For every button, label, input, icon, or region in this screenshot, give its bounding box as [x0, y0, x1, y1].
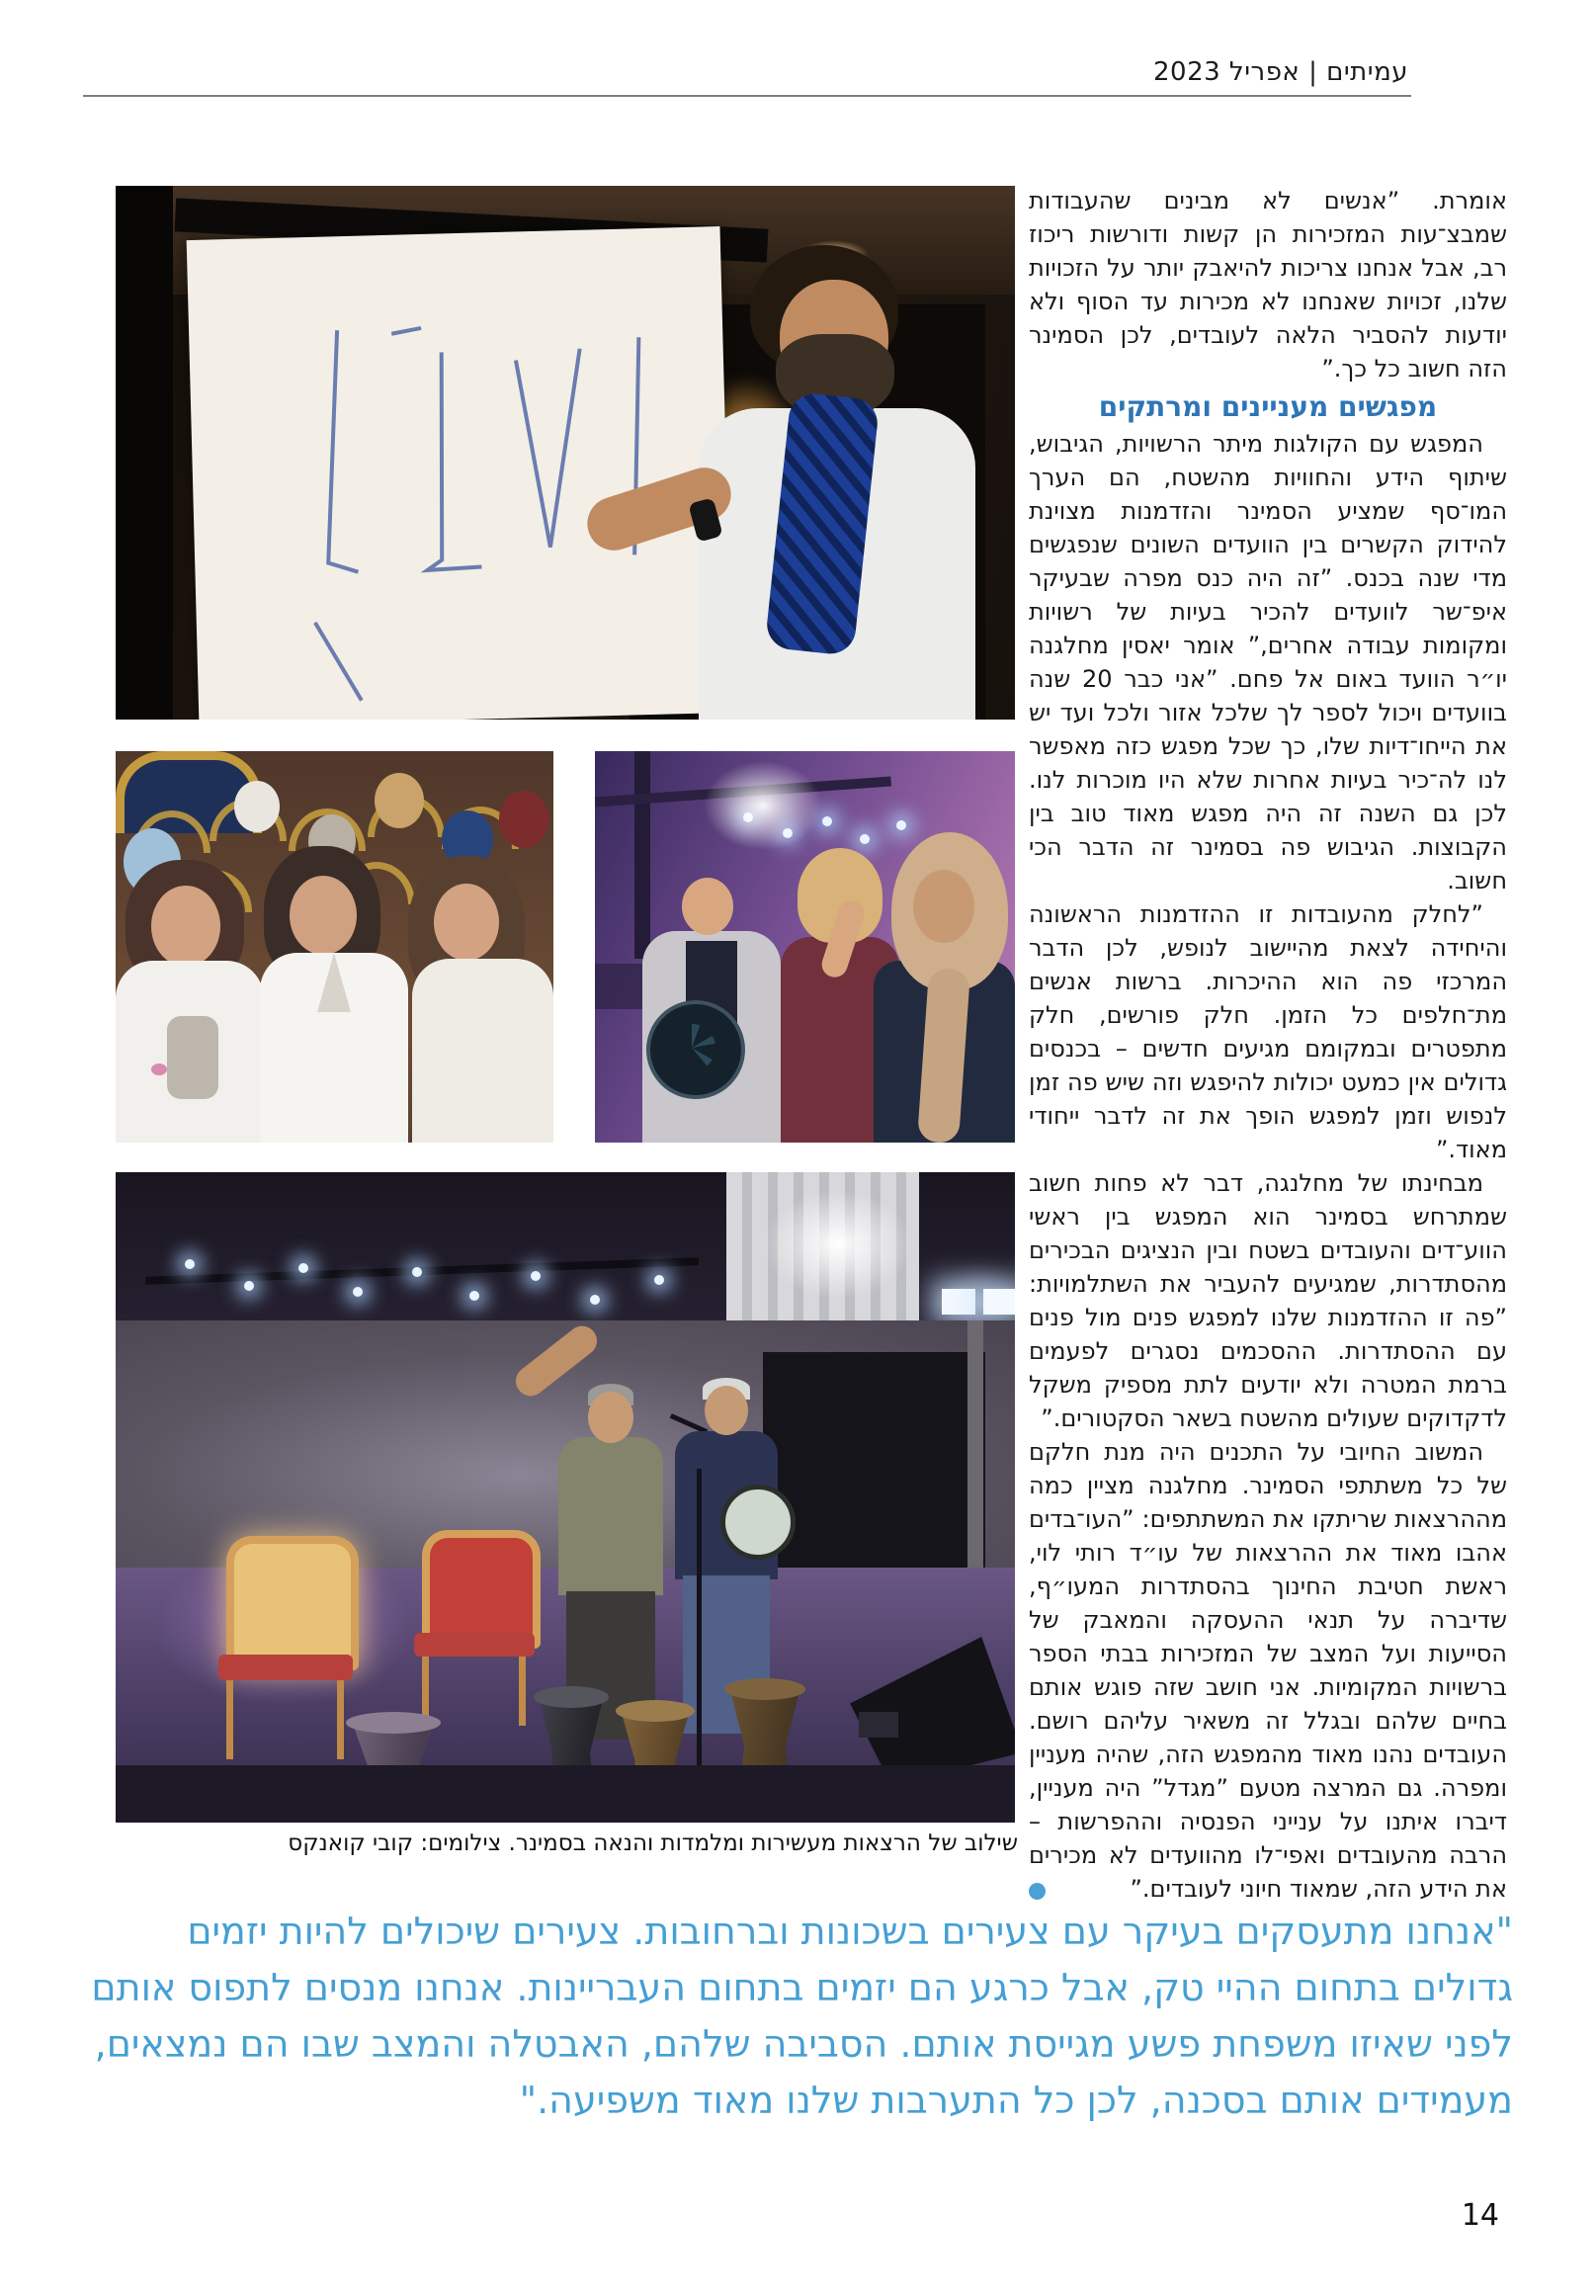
article-paragraph — [1029, 1435, 1507, 1906]
photo-caption: שילוב של הרצאות מעשירות ומלמדות והנאה בסמינר. צילומים: קובי קואנקס — [288, 1830, 1018, 1856]
singer-head — [588, 1392, 633, 1443]
spotlight — [469, 1291, 479, 1301]
chair-leg — [226, 1680, 233, 1759]
hijab-woman-face — [913, 870, 974, 943]
article-paragraph: ”לחלק מהעובדות זו ההזדמנות הראשונה והיחידה לצאת מהיישוב לנופש, לכן הדבר המרכזי פה הוא ההיכרות. ברשות אנשים מת־חלפים כל הזמן. חלק פורשים, חלק מתפטרים ובמקומם מגיעים חדשים – בכנסים גדולים אין כמעט יכולות להיפגש וזה שיש פה זמן לנפוש וזמן למפגש הופך את זה לדבר ייחודי מאוד.” — [1029, 900, 1507, 1163]
woman3-face — [434, 884, 499, 961]
spotlight — [244, 1281, 254, 1291]
frame-drum-pattern — [668, 1024, 715, 1071]
chair-seat — [218, 1655, 353, 1680]
photo-stage-darbukas — [116, 1172, 1015, 1823]
audience-hijab-dark-red — [499, 791, 548, 848]
light-burst — [704, 761, 822, 850]
article-paragraph-text: המשוב החיובי על התכנים היה מנת חלקם של כל משתתפי הסמינר. מחלגנה מציין כמה מההרצאות שריתקו את המשתתפים: ”העו־בדים אהבו מאוד את ההרצאות של עו״ד רותי לוי, ראשת חטיבת החינוך בהסתדרות המעו״ף, שדיברה על תנאי ההעסקה והמאבק של הסייעות ועל המצב של המזכירות בבתי הספר ברשויות המקומיות. אני חושב שזה פוגש אותם בחיים שלהם ובגלל זה משאיר עליהם רושם. העובדים נהנו מאוד מהמפגש הזה, שהיה מעניין ומפרה. גם המרצה מטעם ”מגדל” היה מעניין, דיברו איתנו על ענייני הפנסיה וההפרשות – הרבה מהעובדים ואפי־לו מהוועדים לא מכירים את הידע הזה, שמאוד חיוני לעובדים.” — [1029, 1438, 1507, 1903]
blinder-light — [983, 1289, 1015, 1315]
spotlight — [412, 1267, 422, 1277]
article-paragraph: אומרת. ”אנשים לא מבינים שהעבודות שמבצ־עות המזכירות הן קשות ודורשות ריכוז רב, אבל אנחנו צריכות להיאבק יותר על הזכויות שלנו, זכויות שאנחנו לא מכירות עד הסוף ולא יודעות להסביר הלאה לעובדים, לכן הסמינר הזה חשוב כל כך.” — [1029, 187, 1507, 383]
spotlight — [531, 1271, 541, 1281]
flipchart-paper — [187, 226, 733, 720]
banquet-chair-red — [422, 1530, 541, 1649]
butterfly-print — [151, 1063, 167, 1075]
woman3-shirt — [412, 959, 553, 1143]
masthead: עמיתים | אפריל 2023 — [1152, 57, 1408, 87]
hand-drum — [720, 1485, 796, 1560]
stage-truss — [634, 751, 650, 959]
spotlight — [298, 1263, 308, 1273]
drummer-head — [705, 1386, 748, 1435]
woman2-face — [290, 876, 357, 955]
chair-leg — [519, 1657, 526, 1726]
spotlight — [896, 820, 906, 830]
light-burst — [764, 1190, 912, 1299]
end-of-article-dot — [1029, 1883, 1046, 1900]
page-number: 14 — [1461, 2198, 1499, 2233]
header-rule — [83, 95, 1411, 97]
spotlight — [654, 1275, 664, 1285]
audience-hijab-white — [234, 781, 280, 832]
audience-hijab-tan — [375, 773, 424, 828]
singer-shirt — [558, 1437, 663, 1595]
stage-pole — [967, 1320, 983, 1577]
photo-speaker-flipchart — [116, 186, 1015, 720]
tshirt-graphic — [167, 1016, 218, 1099]
spotlight — [822, 816, 832, 826]
spotlight — [590, 1295, 600, 1305]
article-paragraph: מבחינתו של מחלנגה, דבר לא פחות חשוב שמתרחש בסמינר הוא המפגש בין ראשי הווע־דים והעובדים בשטח ובין הנציגים הבכירים מהסתדרות, שמגיעים להעביר את השתלמויות: ”פה זו ההזדמנות שלנו למפגש פנים מול פנים עם ההסתדרות. ההסכמים נסגרים לפעמים ברמת המטרה ולא יודעים לתת מספיק משקל לדקדוקים שעולים מהשטח בשאר הסקטורים.” — [1029, 1169, 1507, 1432]
stage-front-edge — [116, 1765, 1015, 1823]
photo-stage-drum-group — [595, 751, 1015, 1143]
article-paragraph: המפגש עם הקולגות מיתר הרשויות, הגיבוש, שיתוף הידע והחוויות מהשטח, הם הערך המו־סף שמציע הסמינר והזדמנות מצוינת להידוק הקשרים בין הוועדים השונים שנפגשים מדי שנה בכנס. ”זה היה כנס מפרה שבעיקר איפ־שר לוועדים להכיר בעיות של רשויות ומקומות עבודה אחרים,” אומר יאסין מחלגנה יו״ר הוועד באום אל פחם. ”אני כבר 20 שנה בוועדים ויכול לספר לך שלכל אזור ולכל ועד יש את הייחו־דיות שלו, כך שכל מפגש כזה מאפשר לנו לה־כיר בעיות אחרות שלא היו מוכרות לנו. לכן גם השנה זה היה מפגש מאוד טוב בין הקבוצות. הגיבוש פה בסמינר זה הדבר הכי חשוב. — [1029, 430, 1508, 894]
article-subheading: מפגשים מעניינים ומרתקים — [1098, 390, 1438, 423]
banquet-chair-glowing — [226, 1536, 359, 1670]
spotlight — [353, 1287, 363, 1297]
mc-head — [682, 878, 733, 935]
pull-quote: "אנחנו מתעסקים בעיקר עם צעירים בשכונות וברחובות. צעירים שיכולים להיות יזמים גדולים בתחום ההיי טק, אבל כרגע הם יזמים בתחום העבריינות. אנחנו מנסים לתפוס אותם לפני שאיזו משפחת פשע מגייסת אותם. הסביבה שלהם, האבטלה והמצב שבו הם נמצאים, מעמידים אותם בסכנה, לכן כל התערבות שלנו מאוד משפיעה." — [91, 1910, 1513, 2122]
spotlight — [860, 834, 870, 844]
chair-seat — [414, 1633, 535, 1657]
pen-marks — [187, 226, 733, 720]
black-panel — [763, 1352, 985, 1572]
article-column — [1029, 184, 1507, 1906]
dark-edge — [116, 186, 173, 720]
spotlight — [185, 1259, 195, 1269]
photo-audience-women — [116, 751, 553, 1143]
speaker-detail — [859, 1712, 898, 1738]
woman1-face — [151, 886, 220, 967]
blinder-light — [942, 1289, 975, 1315]
